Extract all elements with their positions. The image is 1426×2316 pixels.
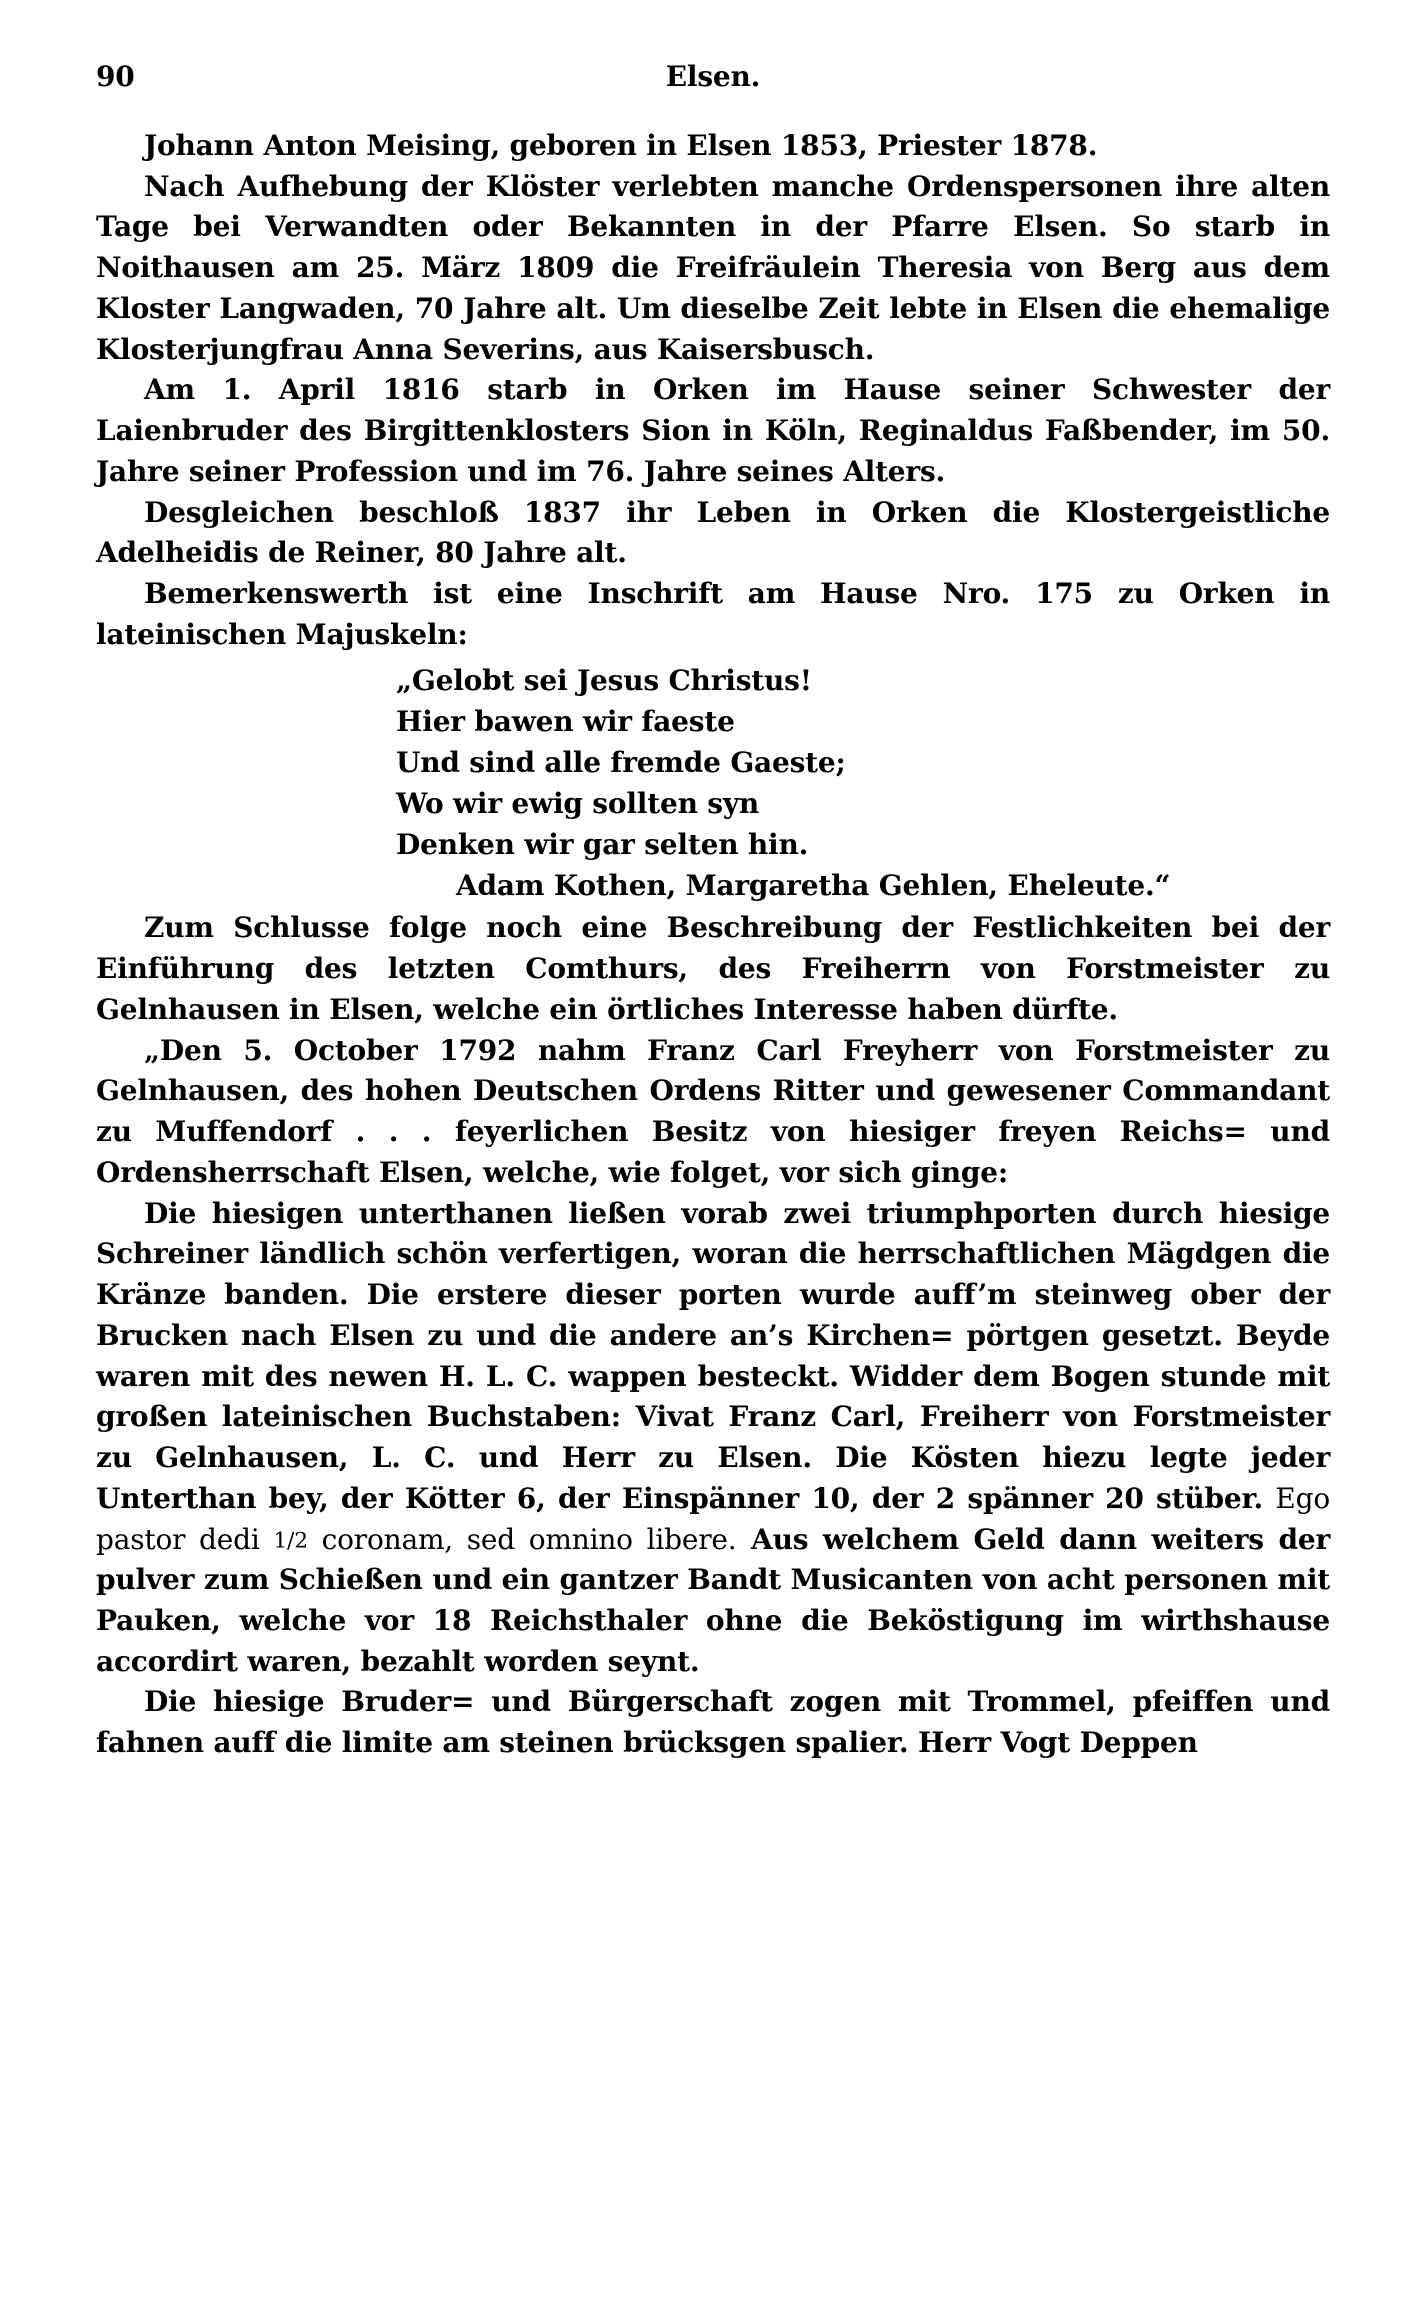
latin-phrase-continued: coronam, sed omnino libere. [307,1522,737,1556]
inscription-verse [96,660,1330,907]
verse-line: Und sind alle fremde Gaeste; [396,745,846,779]
paragraph-long [96,1194,1330,1683]
paragraph: Die hiesige Bruder= und Bürgerschaft zogen mit Trommel, pfeiffen und fahnen auff die limite am steinen brücksgen spalier. Herr Vogt Deppen [96,1685,1330,1760]
paragraph: Bemerkenswerth ist eine Inschrift am Hause Nro. 175 zu Orken in lateinischen Majuskeln: [96,577,1330,651]
verse-line: Wo wir ewig sollten syn [396,787,760,821]
paragraph: Am 1. April 1816 starb in Orken im Hause seiner Schwester der Laienbruder des Birgittenklosters Sion in Köln, Reginaldus Faßbender, im 50. Jahre seiner Profession und im 76. Jahre seines Alters. [96,373,1330,488]
paragraph-part: Die hiesigen unterthanen ließen vorab zwei triumphporten durch hiesige Schreiner ländlich schön verfertigen, woran die herrschaftlichen Mägdgen die Kränze banden. Die erstere dieser porten wurde auff’m steinweg ober der Brucken nach Elsen zu und die andere an’s Kirchen= pörtgen gesetzt. Beyde waren mit des newen H. L. C. wappen besteckt. Widder dem Bogen stunde mit großen lateinischen Buchstaben: Vivat Franz Carl, Freiherr von Forstmeister zu Gelnhausen, L. C. und Herr zu Elsen. Die Kösten hiezu legte jeder Unterthan bey, der Kötter 6, der Einspänner 10, der 2 spänner 20 stüber. [96,1196,1330,1515]
latin-phrase: Ego pastor dedi [96,1481,1330,1556]
verse-line: Hier bawen wir faeste [396,704,735,738]
fraction: 1/2 [273,1527,308,1553]
paragraph: Nach Aufhebung der Klöster verlebten manche Ordenspersonen ihre alten Tage bei Verwandten oder Bekannten in der Pfarre Elsen. So starb in Noithausen am 25. März 1809 die Freifräulein Theresia von Berg aus dem Kloster Langwaden, 70 Jahre alt. Um dieselbe Zeit lebte in Elsen die ehemalige Klosterjungfrau Anna Severins, aus Kaisersbusch. [96,169,1330,366]
verse-line: Denken wir gar selten hin. [396,828,809,862]
paragraph: Zum Schlusse folge noch eine Beschreibung der Festlichkeiten bei der Einführung des letzten Comthurs, des Freiherrn von Forstmeister zu Gelnhausen in Elsen, welche ein örtliches Interesse haben dürfte. [96,911,1330,1026]
page-header [96,60,1330,100]
verse-signature: Adam Kothen, Margaretha Gehlen, Eheleute.“ [456,869,1171,903]
paragraph: „Den 5. October 1792 nahm Franz Carl Freyherr von Forstmeister zu Gelnhausen, des hohen Deutschen Ordens Ritter und gewesener Commandant zu Muffendorf . . . feyerlichen Besitz von hiesiger freyen Reichs= und Ordensherrschaft Elsen, welche, wie folget, vor sich ginge: [96,1033,1330,1189]
paragraph: Johann Anton Meising, geboren in Elsen 1853, Priester 1878. [144,129,1098,162]
paragraph-part: Aus welchem Geld dann weiters der pulver zum Schießen und ein gantzer Bandt Musicanten von acht personen mit Pauken, welche vor 18 Reichsthaler ohne die Beköstigung im wirthshause accordirt waren, bezahlt worden seynt. [96,1522,1331,1678]
paragraph: Desgleichen beschloß 1837 ihr Leben in Orken die Klostergeistliche Adelheidis de Reiner, 80 Jahre alt. [96,495,1330,570]
page-number: 90 [96,60,135,93]
page-body [96,126,1330,1764]
verse-line: „Gelobt sei Jesus Christus! [396,663,812,697]
running-head: Elsen. [665,60,761,93]
